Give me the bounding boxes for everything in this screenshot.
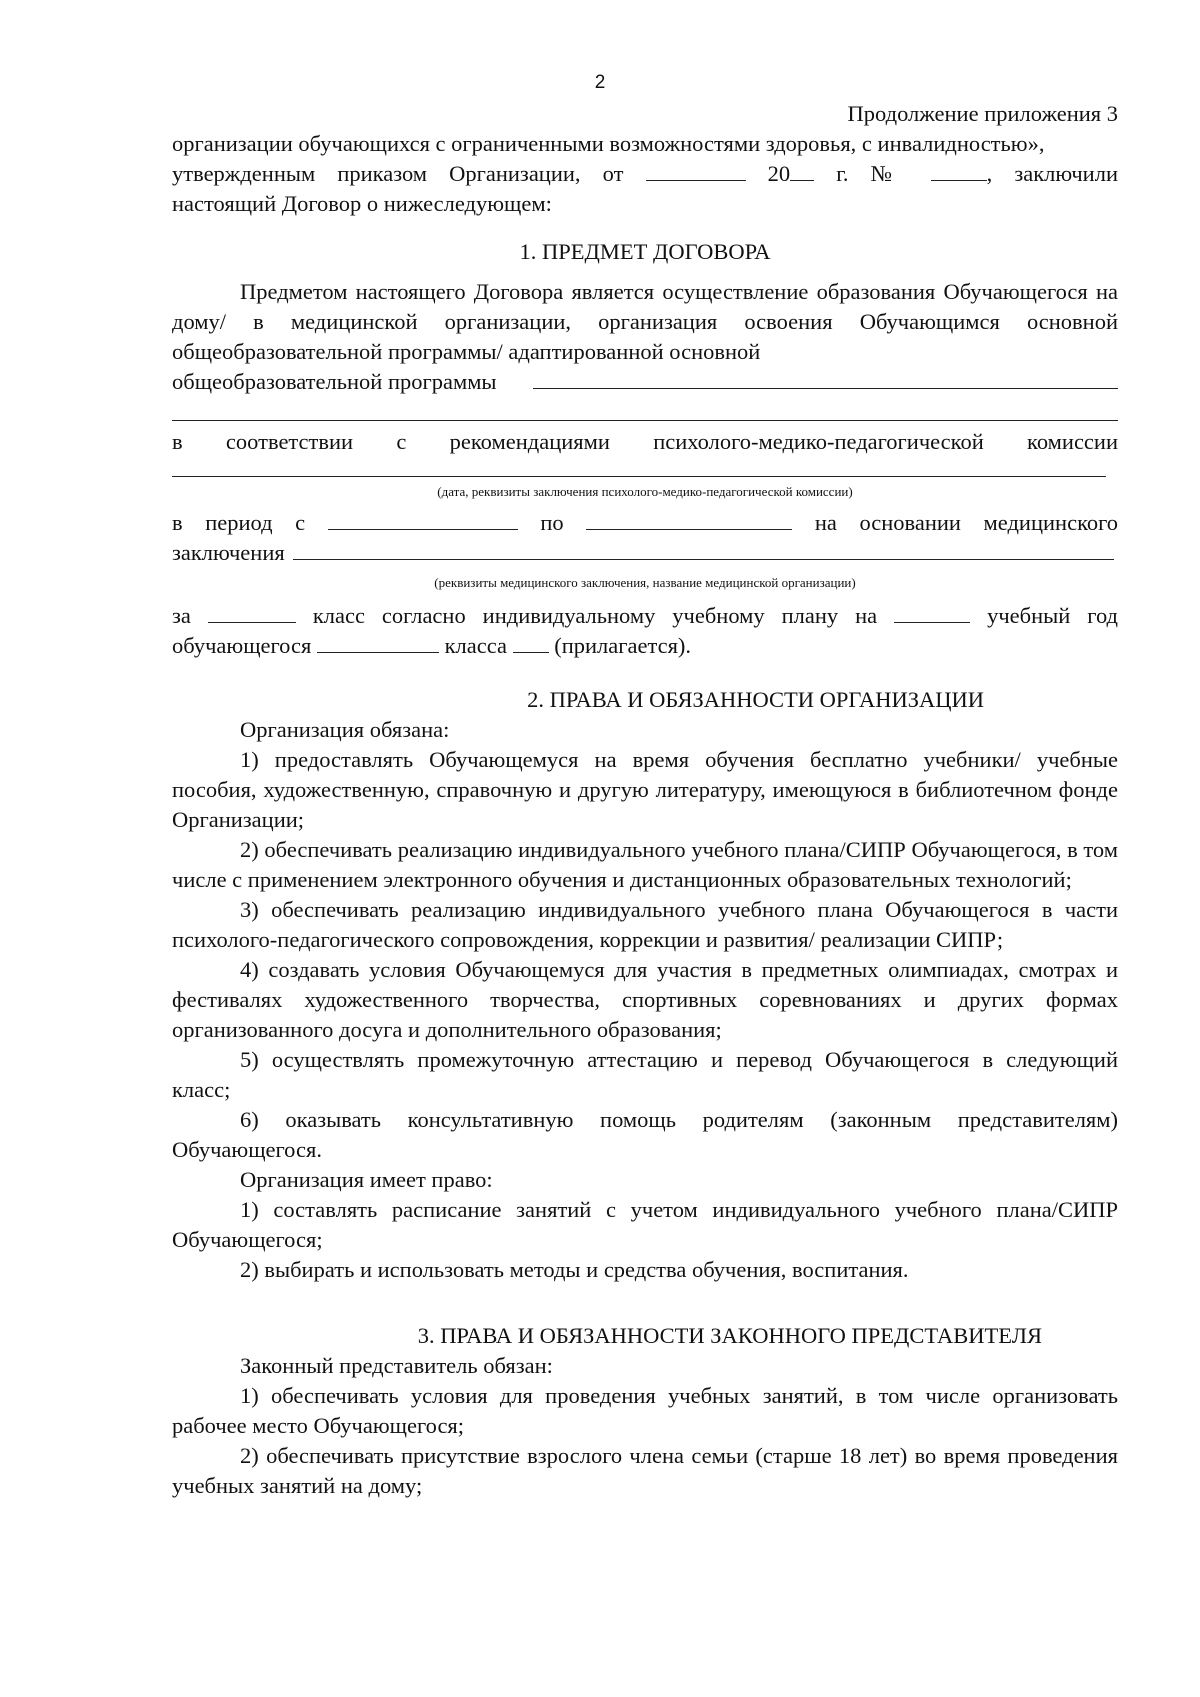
order-number-blank <box>931 160 987 181</box>
org-duty-5: 5) осуществлять промежуточную аттестацию и перевод Обучающегося в следующий класс; <box>172 1047 1118 1102</box>
psy-commission-caption: (дата, реквизиты заключения психолого-медико-педагогической комиссии) <box>437 484 853 499</box>
section-3-heading: 3. ПРАВА И ОБЯЗАННОСТИ ЗАКОННОГО ПРЕДСТАВИТЕЛЯ <box>417 1323 1042 1348</box>
school-year-label: учебный год <box>987 603 1118 628</box>
attached-label: (прилагается). <box>554 633 692 658</box>
intro-year-prefix: 20 <box>767 161 791 186</box>
class-line-1 <box>172 601 1118 631</box>
org-right-2: 2) выбирать и использовать методы и средства обучения, воспитания. <box>240 1257 909 1282</box>
intro-line-1: организации обучающихся с ограниченными возможностями здоровья, с инвалидностью», <box>172 131 1045 156</box>
representative-obliged: Законный представитель обязан: <box>240 1353 553 1378</box>
intro-line-2 <box>172 159 1118 189</box>
rep-duty-2: 2) обеспечивать присутствие взрослого члена семьи (старше 18 лет) во время проведения учебных занятий на дому; <box>172 1443 1118 1498</box>
period-line <box>172 508 1118 538</box>
program-blank <box>533 368 1118 389</box>
org-duty-6: 6) оказывать консультативную помощь родителям (законным представителям) Обучающегося. <box>172 1107 1118 1162</box>
student-label: обучающегося <box>172 633 312 658</box>
grade-label: класса <box>444 633 507 658</box>
rep-duty-1: 1) обеспечивать условия для проведения учебных занятий, в том числе организовать рабочее место Обучающегося; <box>172 1383 1118 1438</box>
intro-approved-by: утвержденным приказом Организации, от <box>172 161 624 186</box>
conclusion-line <box>172 538 1118 568</box>
period-from-label: в период с <box>172 510 306 535</box>
section-2-heading: 2. ПРАВА И ОБЯЗАННОСТИ ОРГАНИЗАЦИИ <box>527 687 984 712</box>
document-body <box>172 99 1118 1501</box>
organization-obliged: Организация обязана: <box>240 717 450 742</box>
period-basis-label: на основании медицинского <box>814 510 1119 535</box>
page-number: 2 <box>594 72 606 93</box>
psy-commission-line: в соответствии с рекомендациями психолого-медико-педагогической комиссии <box>172 429 1118 454</box>
section-1-paragraph: Предметом настоящего Договора является осуществление образования Обучающегося на дому/ в медицинской организации, организация освоения Обучающимся основной общеобразовательной программы/ адаптированной основной <box>172 279 1118 364</box>
class-plan-text: класс согласно индивидуальному учебному плану на <box>312 603 878 628</box>
organization-rights: Организация имеет право: <box>240 1167 493 1192</box>
program-blank-line-2 <box>172 419 1118 421</box>
class-line-2 <box>172 631 1118 661</box>
intro-line-3: настоящий Договор о нижеследующем: <box>172 191 552 216</box>
intro-order-number-label: г. № <box>836 161 909 186</box>
class-for-label: за <box>172 603 191 628</box>
section-1-heading: 1. ПРЕДМЕТ ДОГОВОРА <box>519 239 771 264</box>
psy-commission-blank <box>172 475 1106 477</box>
period-to-blank <box>586 509 792 530</box>
org-duty-3: 3) обеспечивать реализацию индивидуального учебного плана Обучающегося в части психолого-педагогического сопровождения, коррекции и развития/ реализации СИПР; <box>172 897 1118 952</box>
intro-concluded: , заключили <box>986 161 1118 186</box>
class-blank <box>208 602 296 623</box>
program-line <box>172 367 1118 397</box>
grade-blank <box>513 632 549 653</box>
student-name-blank <box>317 632 439 653</box>
org-duty-1: 1) предоставлять Обучающемуся на время обучения бесплатно учебники/ учебные пособия, художественную, справочную и другую литературу, имеющуюся в библиотечном фонде Организации; <box>172 747 1118 832</box>
conclusion-blank <box>293 539 1114 560</box>
period-from-blank <box>328 509 518 530</box>
medical-caption: (реквизиты медицинского заключения, название медицинской организации) <box>434 575 856 590</box>
period-to-label: по <box>540 510 564 535</box>
program-label: общеобразовательной программы <box>172 369 497 394</box>
org-duty-2: 2) обеспечивать реализацию индивидуального учебного плана/СИПР Обучающегося, в том числе с применением электронного обучения и дистанционных образовательных технологий; <box>172 837 1118 892</box>
school-year-blank <box>894 602 970 623</box>
appendix-note: Продолжение приложения 3 <box>847 101 1118 126</box>
year-blank <box>790 160 814 181</box>
order-date-blank <box>646 160 746 181</box>
org-right-1: 1) составлять расписание занятий с учетом индивидуального учебного плана/СИПР Обучающегося; <box>172 1197 1118 1252</box>
conclusion-label: заключения <box>172 540 285 565</box>
org-duty-4: 4) создавать условия Обучающемуся для участия в предметных олимпиадах, смотрах и фестивалях художественного творчества, спортивных соревнованиях и других формах организованного досуга и дополнительного образования; <box>172 957 1118 1042</box>
